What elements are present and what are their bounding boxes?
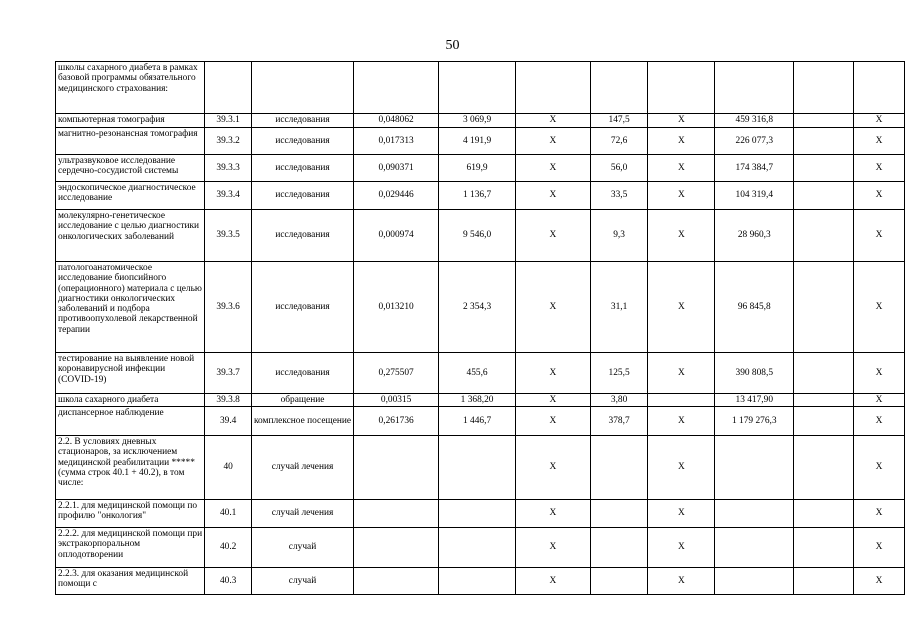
norm-volume-cell: 0,000974 [354, 210, 439, 262]
per-capita-cell: 72,6 [590, 128, 648, 155]
column-10-cell [794, 568, 854, 595]
norm-volume-cell: 0,090371 [354, 155, 439, 182]
table-row [56, 500, 905, 528]
total-cost-cell: 28 960,3 [715, 210, 794, 262]
row-name-cell: компьютерная томография [56, 114, 205, 128]
row-name-cell: тестирование на выявление новой коронавирусной инфекции (COVID-19) [56, 353, 205, 394]
row-name-cell: магнитно-резонансная томография [56, 128, 205, 155]
column-10-cell [794, 210, 854, 262]
norm-cost-cell: 1 368,20 [439, 394, 516, 407]
table-row [56, 353, 905, 394]
unit-cell [251, 62, 353, 114]
table-row [56, 128, 905, 155]
unit-cell: случай лечения [251, 500, 353, 528]
column-11-cell [854, 62, 905, 114]
total-cost-cell: 174 384,7 [715, 155, 794, 182]
norm-cost-cell: 455,6 [439, 353, 516, 394]
column-11-cell: X [854, 407, 905, 436]
column-11-cell: X [854, 353, 905, 394]
total-cost-cell: 390 808,5 [715, 353, 794, 394]
table-row [56, 528, 905, 568]
column-8-cell: X [648, 262, 715, 353]
column-6-cell: X [515, 210, 590, 262]
row-number-cell: 39.3.4 [205, 182, 252, 210]
norm-cost-cell [439, 436, 516, 500]
per-capita-cell: 9,3 [590, 210, 648, 262]
total-cost-cell: 104 319,4 [715, 182, 794, 210]
column-11-cell: X [854, 394, 905, 407]
column-6-cell: X [515, 436, 590, 500]
norm-volume-cell: 0,261736 [354, 407, 439, 436]
unit-cell: случай [251, 528, 353, 568]
column-11-cell: X [854, 128, 905, 155]
table-body [56, 62, 905, 595]
column-8-cell [648, 62, 715, 114]
row-number-cell: 39.3.1 [205, 114, 252, 128]
row-number-cell: 40.3 [205, 568, 252, 595]
norm-cost-cell: 619,9 [439, 155, 516, 182]
row-name-cell: эндоскопическое диагностическое исследование [56, 182, 205, 210]
table-row [56, 568, 905, 595]
column-11-cell: X [854, 262, 905, 353]
column-10-cell [794, 436, 854, 500]
column-8-cell: X [648, 353, 715, 394]
norm-cost-cell: 9 546,0 [439, 210, 516, 262]
column-8-cell: X [648, 155, 715, 182]
column-6-cell: X [515, 155, 590, 182]
column-11-cell: X [854, 114, 905, 128]
row-name-cell: школы сахарного диабета в рамках базовой программы обязательного медицинского страхования: [56, 62, 205, 114]
row-number-cell: 39.3.5 [205, 210, 252, 262]
row-name-cell: молекулярно-генетическое исследование с целью диагностики онкологических заболеваний [56, 210, 205, 262]
column-8-cell: X [648, 407, 715, 436]
column-11-cell: X [854, 500, 905, 528]
column-8-cell: X [648, 528, 715, 568]
row-number-cell: 40 [205, 436, 252, 500]
column-6-cell: X [515, 407, 590, 436]
column-6-cell: X [515, 182, 590, 210]
row-number-cell [205, 62, 252, 114]
norm-volume-cell [354, 500, 439, 528]
norm-cost-cell [439, 500, 516, 528]
column-6-cell: X [515, 262, 590, 353]
per-capita-cell: 33,5 [590, 182, 648, 210]
norm-cost-cell: 3 069,9 [439, 114, 516, 128]
row-number-cell: 40.2 [205, 528, 252, 568]
norm-cost-cell: 1 446,7 [439, 407, 516, 436]
per-capita-cell: 125,5 [590, 353, 648, 394]
norm-volume-cell [354, 528, 439, 568]
norm-cost-cell: 4 191,9 [439, 128, 516, 155]
total-cost-cell: 13 417,90 [715, 394, 794, 407]
per-capita-cell: 31,1 [590, 262, 648, 353]
row-name-cell: 2.2.3. для оказания медицинской помощи с [56, 568, 205, 595]
table-row [56, 62, 905, 114]
row-name-cell: 2.2.2. для медицинской помощи при экстракорпоральном оплодотворении [56, 528, 205, 568]
column-10-cell [794, 353, 854, 394]
unit-cell: комплексное посещение [251, 407, 353, 436]
total-cost-cell [715, 568, 794, 595]
table-row [56, 407, 905, 436]
column-10-cell [794, 182, 854, 210]
row-name-cell: диспансерное наблюдение [56, 407, 205, 436]
column-11-cell: X [854, 155, 905, 182]
norm-volume-cell: 0,048062 [354, 114, 439, 128]
total-cost-cell [715, 528, 794, 568]
column-6-cell: X [515, 500, 590, 528]
row-name-cell: патологоанатомическое исследование биопсийного (операционного) материала с целью диагностики онкологических заболеваний и подбора противоопухолевой лекарственной терапии [56, 262, 205, 353]
column-8-cell: X [648, 182, 715, 210]
unit-cell: исследования [251, 128, 353, 155]
page-number: 50 [445, 38, 460, 53]
column-6-cell: X [515, 528, 590, 568]
table-row [56, 210, 905, 262]
column-6-cell: X [515, 568, 590, 595]
unit-cell: обращение [251, 394, 353, 407]
per-capita-cell: 147,5 [590, 114, 648, 128]
column-8-cell [648, 394, 715, 407]
per-capita-cell: 378,7 [590, 407, 648, 436]
per-capita-cell: 3,80 [590, 394, 648, 407]
column-10-cell [794, 262, 854, 353]
row-number-cell: 39.3.3 [205, 155, 252, 182]
column-8-cell: X [648, 436, 715, 500]
table-row [56, 436, 905, 500]
norm-volume-cell: 0,029446 [354, 182, 439, 210]
column-8-cell: X [648, 568, 715, 595]
total-cost-cell: 459 316,8 [715, 114, 794, 128]
row-number-cell: 39.3.2 [205, 128, 252, 155]
column-6-cell: X [515, 353, 590, 394]
norm-volume-cell: 0,00315 [354, 394, 439, 407]
norm-volume-cell [354, 62, 439, 114]
column-6-cell: X [515, 394, 590, 407]
norm-volume-cell: 0,013210 [354, 262, 439, 353]
total-cost-cell [715, 62, 794, 114]
total-cost-cell [715, 436, 794, 500]
table-row [56, 182, 905, 210]
per-capita-cell [590, 528, 648, 568]
table-row [56, 114, 905, 128]
per-capita-cell [590, 62, 648, 114]
row-number-cell: 40.1 [205, 500, 252, 528]
unit-cell: исследования [251, 262, 353, 353]
unit-cell: исследования [251, 210, 353, 262]
column-8-cell: X [648, 114, 715, 128]
per-capita-cell [590, 436, 648, 500]
norm-cost-cell [439, 568, 516, 595]
column-11-cell: X [854, 528, 905, 568]
row-name-cell: 2.2. В условиях дневных стационаров, за исключением медицинской реабилитации ***** (сумма строк 40.1 + 40.2), в том числе: [56, 436, 205, 500]
total-cost-cell: 1 179 276,3 [715, 407, 794, 436]
unit-cell: исследования [251, 182, 353, 210]
column-10-cell [794, 394, 854, 407]
column-8-cell: X [648, 210, 715, 262]
column-8-cell: X [648, 128, 715, 155]
per-capita-cell [590, 568, 648, 595]
row-number-cell: 39.4 [205, 407, 252, 436]
unit-cell: исследования [251, 114, 353, 128]
column-10-cell [794, 407, 854, 436]
norm-cost-cell: 2 354,3 [439, 262, 516, 353]
column-10-cell [794, 114, 854, 128]
unit-cell: случай [251, 568, 353, 595]
column-11-cell: X [854, 568, 905, 595]
table-row [56, 394, 905, 407]
row-name-cell: ультразвуковое исследование сердечно-сосудистой системы [56, 155, 205, 182]
per-capita-cell [590, 500, 648, 528]
table-row [56, 262, 905, 353]
norm-cost-cell: 1 136,7 [439, 182, 516, 210]
row-number-cell: 39.3.7 [205, 353, 252, 394]
row-name-cell: школа сахарного диабета [56, 394, 205, 407]
unit-cell: случай лечения [251, 436, 353, 500]
norm-volume-cell: 0,275507 [354, 353, 439, 394]
norm-volume-cell: 0,017313 [354, 128, 439, 155]
norm-volume-cell [354, 436, 439, 500]
unit-cell: исследования [251, 353, 353, 394]
total-cost-cell [715, 500, 794, 528]
column-10-cell [794, 528, 854, 568]
unit-cell: исследования [251, 155, 353, 182]
row-name-cell: 2.2.1. для медицинской помощи по профилю "онкология" [56, 500, 205, 528]
column-11-cell: X [854, 436, 905, 500]
column-10-cell [794, 62, 854, 114]
column-6-cell [515, 62, 590, 114]
column-10-cell [794, 155, 854, 182]
column-6-cell: X [515, 114, 590, 128]
data-table [55, 61, 905, 595]
total-cost-cell: 226 077,3 [715, 128, 794, 155]
column-10-cell [794, 500, 854, 528]
column-10-cell [794, 128, 854, 155]
table-row [56, 155, 905, 182]
norm-volume-cell [354, 568, 439, 595]
row-number-cell: 39.3.8 [205, 394, 252, 407]
per-capita-cell: 56,0 [590, 155, 648, 182]
column-11-cell: X [854, 182, 905, 210]
column-8-cell: X [648, 500, 715, 528]
norm-cost-cell [439, 528, 516, 568]
column-11-cell: X [854, 210, 905, 262]
total-cost-cell: 96 845,8 [715, 262, 794, 353]
norm-cost-cell [439, 62, 516, 114]
row-number-cell: 39.3.6 [205, 262, 252, 353]
column-6-cell: X [515, 128, 590, 155]
